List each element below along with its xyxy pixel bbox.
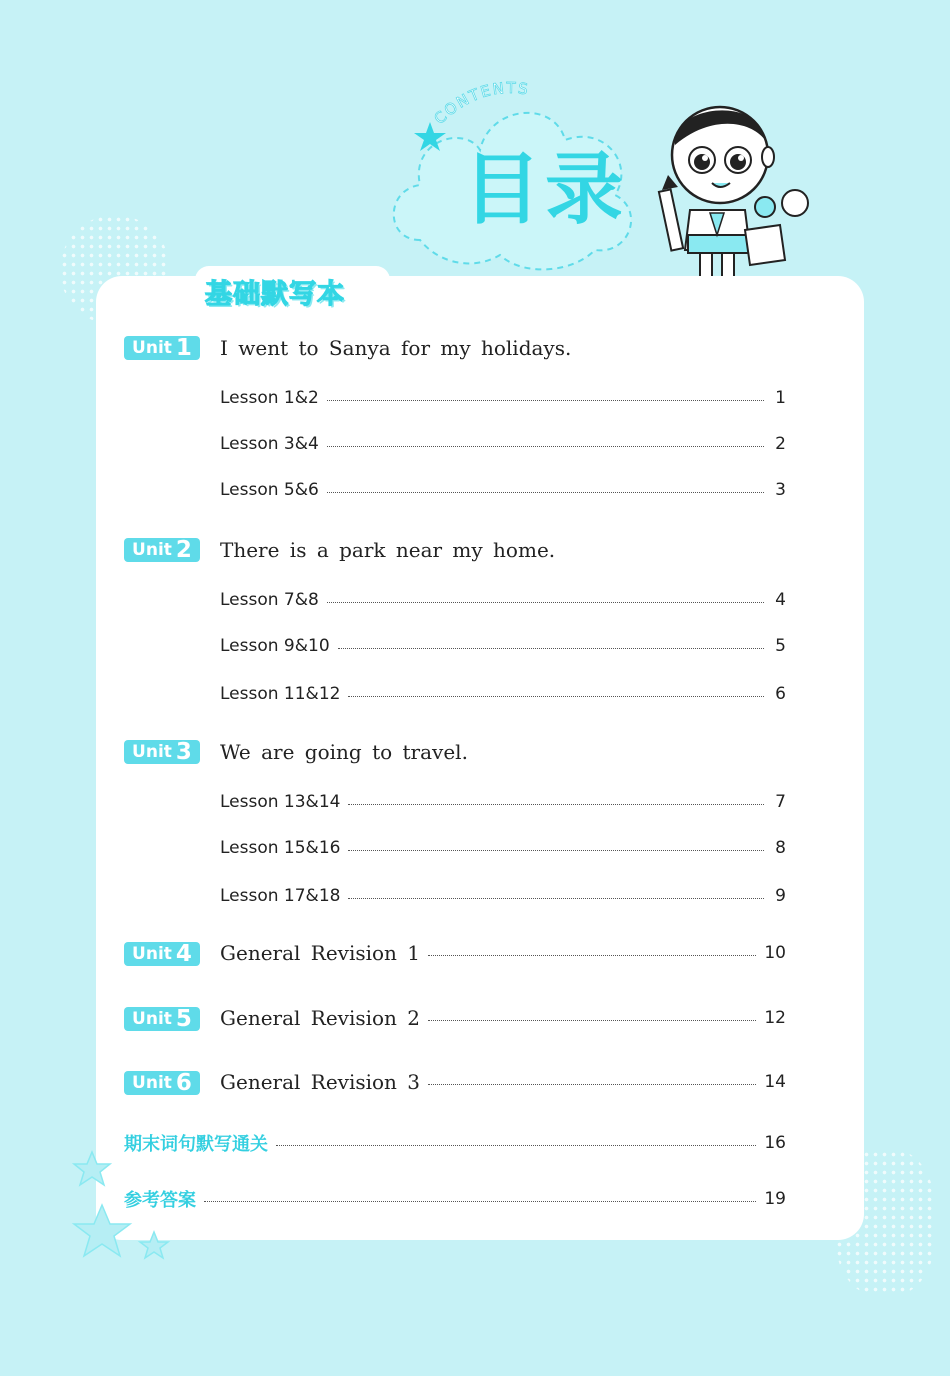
unit-3-badge [124,740,200,764]
dot-leader [348,804,764,805]
dot-leader [348,850,764,851]
toc-entry-lesson-3-4[interactable] [220,431,786,457]
toc-entry-page-number: 19 [764,1189,786,1209]
unit-2-title[interactable]: There is a park near my home. [220,538,556,562]
dot-leader [428,955,756,956]
toc-entry-page-number: 5 [775,636,786,656]
star-icon [140,1232,168,1258]
toc-entry-label: General Revision 1 [220,941,421,965]
toc-entry-lesson-15-16[interactable] [220,835,786,861]
dot-leader [327,492,764,493]
unit-1-badge [124,336,200,360]
unit-badge-number: 4 [175,941,192,967]
toc-entry-page-number: 2 [775,434,786,454]
toc-entry-page-number: 4 [775,590,786,610]
dot-leader [428,1020,756,1021]
toc-entry-lesson-13-14[interactable] [220,789,786,815]
toc-entry-label: Lesson 15&16 [220,838,341,858]
unit-badge-word: Unit [132,540,172,560]
dot-leader [327,602,764,603]
star-icon [74,1152,110,1185]
toc-entry-lesson-5-6[interactable] [220,477,786,503]
toc-entry-label: Lesson 5&6 [220,480,319,500]
unit-badge-number: 1 [175,335,192,361]
toc-entry-page-number: 3 [775,480,786,500]
unit-badge-word: Unit [132,742,172,762]
toc-entry-lesson-9-10[interactable] [220,633,786,659]
toc-entry-page-number: 12 [764,1008,786,1028]
toc-entry-label: General Revision 3 [220,1070,421,1094]
toc-entry-label: Lesson 9&10 [220,636,330,656]
stars-decoration [70,1150,180,1265]
toc-entry-page-number: 6 [775,684,786,704]
dot-leader [338,648,764,649]
unit-6-badge [124,1071,200,1095]
unit-5-badge [124,1007,200,1031]
unit-badge-number: 5 [175,1006,192,1032]
unit-3-title[interactable]: We are going to travel. [220,740,468,764]
toc-entry-label: 参考答案 [124,1190,196,1211]
toc-entry-page-number: 9 [775,886,786,906]
toc-entry-label: Lesson 3&4 [220,434,319,454]
toc-entry-label: Lesson 7&8 [220,590,319,610]
star-icon [74,1205,130,1256]
toc-entry-lesson-7-8[interactable] [220,587,786,613]
contents-word: CONTENTS [430,78,531,128]
toc-entry-page-number: 10 [764,943,786,963]
toc-entry-label: Lesson 17&18 [220,886,341,906]
unit-badge-word: Unit [132,338,172,358]
page-title: 目录 [462,145,627,235]
dot-leader [204,1201,756,1202]
dot-leader [348,898,764,899]
unit-badge-number: 2 [175,537,192,563]
toc-entry-final-dictation[interactable] [124,1130,786,1156]
toc-entry-page-number: 14 [764,1072,786,1092]
toc-entry-page-number: 16 [764,1133,786,1153]
unit-2-badge [124,538,200,562]
unit-badge-word: Unit [132,1009,172,1029]
toc-entry-label: Lesson 11&12 [220,684,341,704]
unit-badge-word: Unit [132,944,172,964]
toc-entry-lesson-17-18[interactable] [220,883,786,909]
toc-entry-lesson-1-2[interactable] [220,385,786,411]
dot-leader [428,1084,756,1085]
toc-entry-general-revision-2[interactable] [220,1003,786,1033]
toc-entry-label: Lesson 1&2 [220,388,319,408]
toc-entry-answer-key[interactable] [124,1186,786,1212]
dot-leader [348,696,764,697]
unit-badge-number: 3 [175,739,192,765]
toc-entry-lesson-11-12[interactable] [220,681,786,707]
unit-1-title[interactable]: I went to Sanya for my holidays. [220,336,572,360]
toc-entry-label: Lesson 13&14 [220,792,341,812]
toc-entry-page-number: 1 [775,388,786,408]
toc-entry-general-revision-1[interactable] [220,938,786,968]
toc-entry-general-revision-3[interactable] [220,1067,786,1097]
toc-entry-label: General Revision 2 [220,1006,421,1030]
unit-badge-number: 6 [175,1070,192,1096]
toc-entry-label: 期末词句默写通关 [124,1134,268,1155]
toc-entry-page-number: 8 [775,838,786,858]
toc-entry-page-number: 7 [775,792,786,812]
dot-leader [327,400,764,401]
dot-leader [327,446,764,447]
section-title: 基础默写本 [205,279,345,310]
unit-4-badge [124,942,200,966]
unit-badge-word: Unit [132,1073,172,1093]
dot-leader [276,1145,756,1146]
